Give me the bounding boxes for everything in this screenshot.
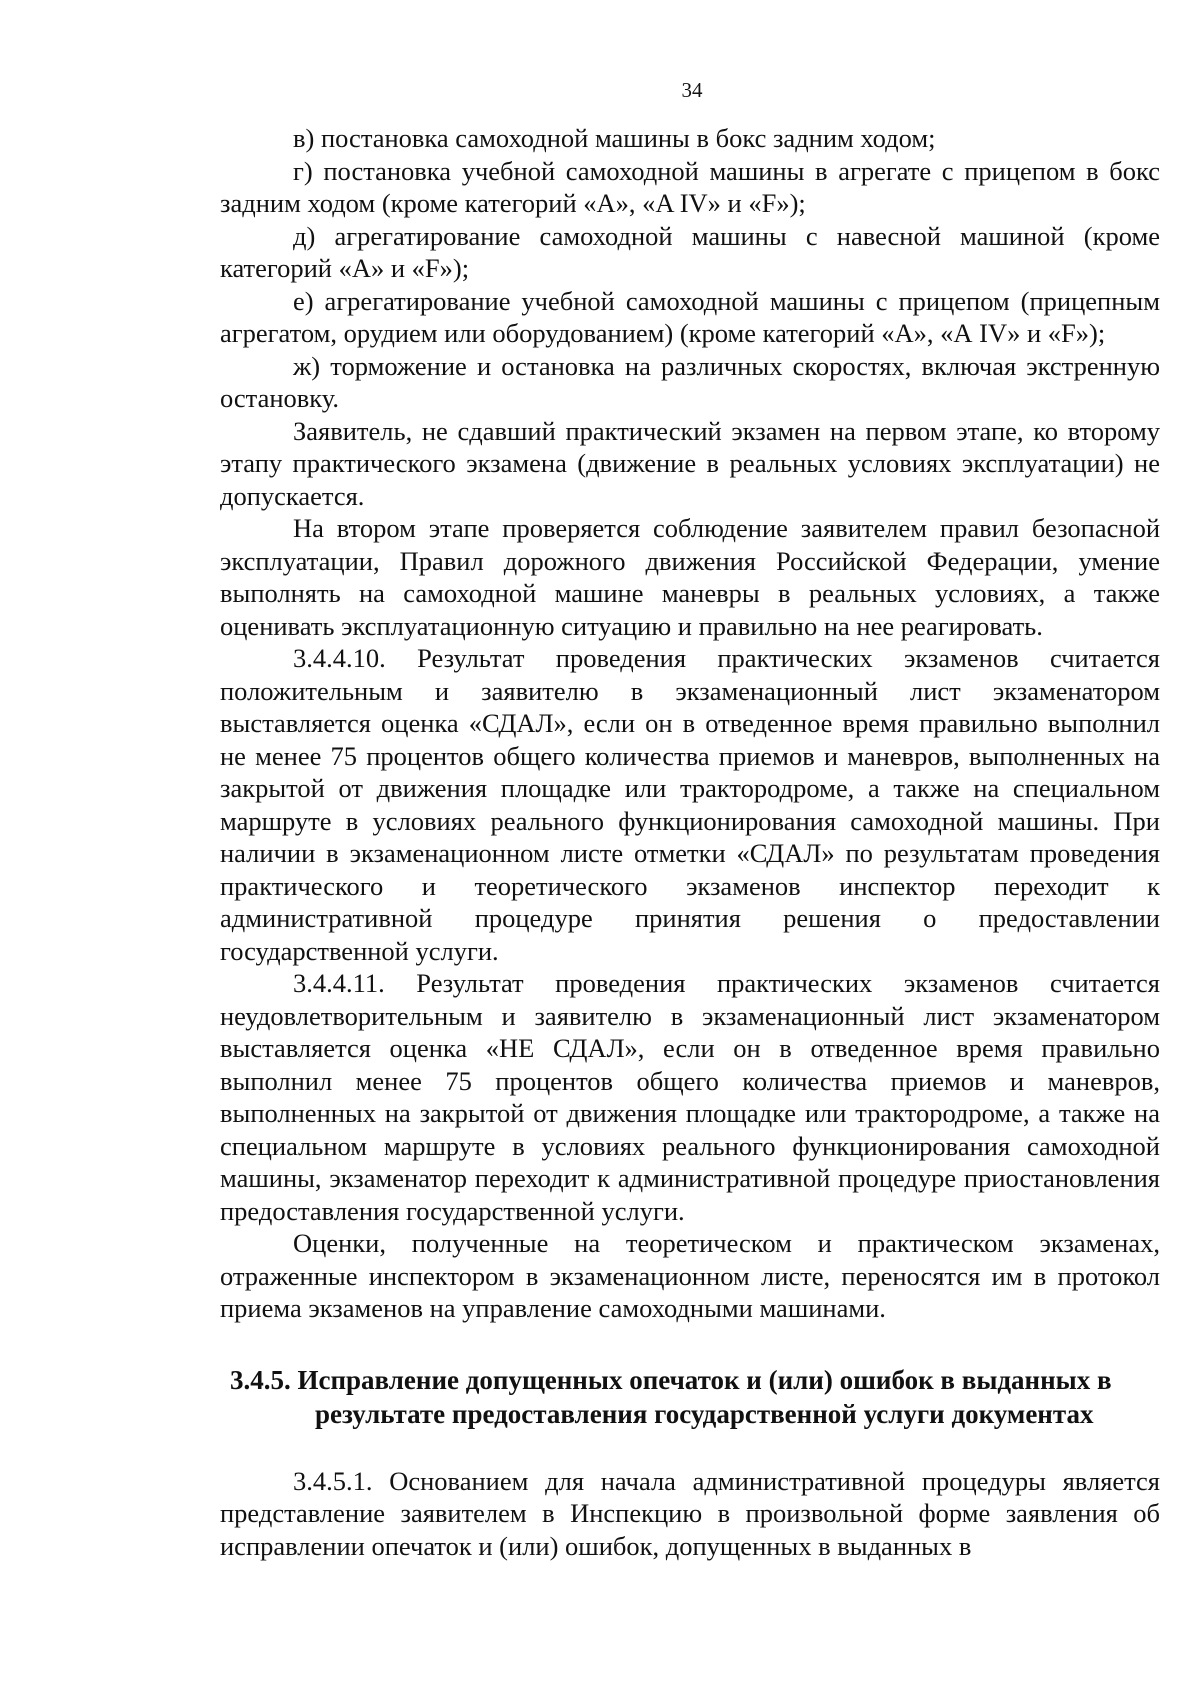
list-item-zh: ж) торможение и остановка на различных скоростях, включая экстренную остановку. [220,350,1160,413]
paragraph-3-4-4-11: 3.4.4.11. Результат проведения практических экзаменов считается неудовлетворительным и заявителю в экзаменационный лист экзаменатором выставляется оценка «НЕ СДАЛ», если он в отведенное время правильно выполнил менее 75 процентов общего количества приемов и маневров, выполненных на закрытой от движения площадке или трактородроме, а также на специальном маршруте в условиях реального функционирования самоходной машины, экзаменатор переходит к административной процедуре приостановления предоставления государственной услуги. [220,968,1160,1226]
paragraph-grades-transfer: Оценки, полученные на теоретическом и практическом экзаменах, отраженные инспектором в экзаменационном листе, переносятся им в протокол приема экзаменов на управление самоходными машинами. [220,1228,1160,1323]
list-item-d: д) агрегатирование самоходной машины с навесной машиной (кроме категорий «А» и «F»); [220,220,1160,283]
list-item-e: е) агрегатирование учебной самоходной машины с прицепом (прицепным агрегатом, орудием или оборудованием) (кроме категорий «А», «А IV» и «F»); [220,285,1160,348]
paragraph-first-stage: Заявитель, не сдавший практический экзамен на первом этапе, ко второму этапу практического экзамена (движение в реальных условиях эксплуатации) не допускается. [220,415,1160,511]
section-heading-line2: результате предоставления государственной услуги документах [315,1398,1094,1429]
page-number: 34 [681,78,703,102]
list-item-g: г) постановка учебной самоходной машины в агрегате с прицепом в бокс задним ходом (кроме категорий «А», «A IV» и «F»); [220,155,1160,218]
section-heading-3-4-5 [220,1363,1160,1431]
paragraph-3-4-5-1: 3.4.5.1. Основанием для начала административной процедуры является представление заявителем в Инспекцию в произвольной форме заявления об исправлении опечаток и (или) ошибок, допущенных в выданных в [220,1465,1160,1561]
list-item-v: в) постановка самоходной машины в бокс задним ходом; [293,123,936,153]
section-heading-line1: 3.4.5. Исправление допущенных опечаток и (или) ошибок в выданных в [230,1364,1112,1395]
paragraph-3-4-4-10: 3.4.4.10. Результат проведения практических экзаменов считается положительным и заявителю в экзаменационный лист экзаменатором выставляется оценка «СДАЛ», если он в отведенное время правильно выполнил не менее 75 процентов общего количества приемов и маневров, выполненных на закрытой от движения площадке или трактородроме, а также на специальном маршруте в условиях реального функционирования самоходной машины. При наличии в экзаменационном листе отметки «СДАЛ» по результатам проведения практического и теоретического экзаменов инспектор переходит к административной процедуре принятия решения о предоставлении государственной услуги. [220,643,1160,966]
paragraph-second-stage: На втором этапе проверяется соблюдение заявителем правил безопасной эксплуатации, Правил дорожного движения Российской Федерации, умение выполнять на самоходной машине маневры в реальных условиях, а также оценивать эксплуатационную ситуацию и правильно на нее реагировать. [220,513,1160,641]
document-body [220,122,1160,1562]
